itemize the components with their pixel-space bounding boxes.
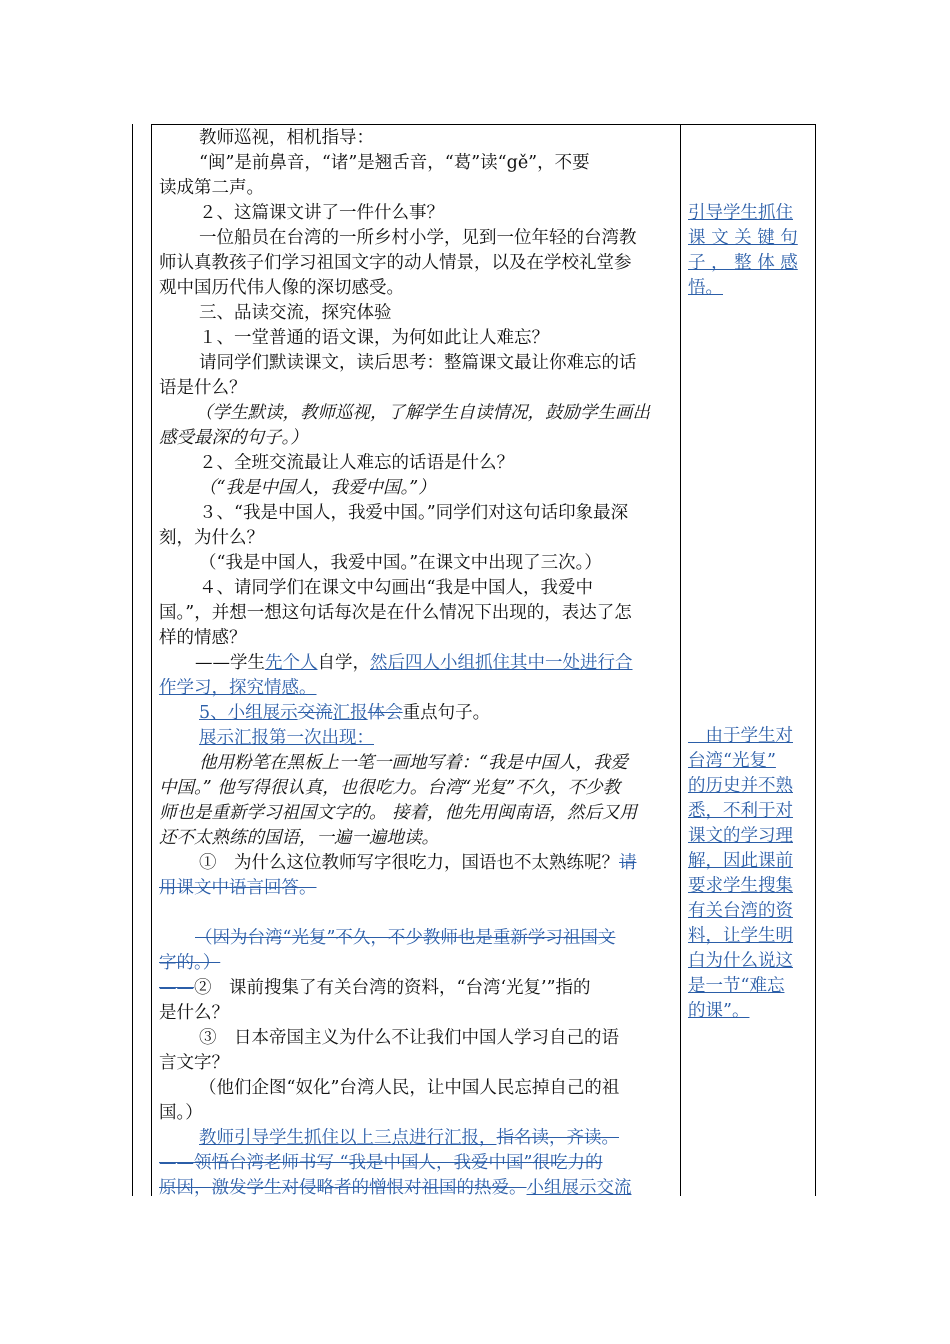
text-line: 教师巡视，相机指导： xyxy=(199,128,374,148)
text-line: 师认真教孩子们学习祖国文字的动人情景，以及在学校礼堂参 xyxy=(159,253,632,273)
inserted-text: 先个人 xyxy=(265,653,318,673)
text-line: ③ 日本帝国主义为什么不让我们中国人学习自己的语 xyxy=(199,1028,619,1048)
quote-line: 还不太熟练的国语，一遍一遍地读。 xyxy=(159,828,439,848)
note-line: 课文的学习理 xyxy=(688,826,793,846)
deleted-line: ——领悟台湾老师书写 “我是中国人，我爱中国”很吃力的 xyxy=(159,1153,603,1173)
text-line: ３、“我是中国人，我爱中国。”同学们对这句话印象最深 xyxy=(199,503,629,523)
right-border xyxy=(815,124,816,1196)
quote-line: 师也是重新学习祖国文字的。 接着，他先用闽南语，然后又用 xyxy=(159,803,638,823)
text-line: 读成第二声。 xyxy=(159,178,264,198)
note-line: 台湾“光复” xyxy=(688,751,776,771)
lesson-table xyxy=(132,124,816,1196)
inserted-text: 小组展示交流 xyxy=(526,1178,632,1198)
note-line: 课 文 关 键 句 xyxy=(688,228,798,248)
text: 重点句子。 xyxy=(402,703,491,723)
text-line: ２、全班交流最让人难忘的话语是什么？ xyxy=(199,453,514,473)
text-line: 请同学们默读课文，读后思考：整篇课文最让你难忘的话 xyxy=(199,353,637,373)
column-divider xyxy=(680,124,681,1196)
deleted-text: 原因，激发学生对侵略者的憎恨对祖国的热爱。 xyxy=(159,1178,527,1198)
note-line: 悉，不利于对 xyxy=(688,801,793,821)
top-border xyxy=(151,124,816,125)
text-line: “闽”是前鼻音，“诸”是翘舌音，“葛”读“gě”，不要 xyxy=(199,153,590,173)
note-line: 白为什么说这 xyxy=(688,951,793,971)
text-line: 一位船员在台湾的一所乡村小学，见到一位年轻的台湾教 xyxy=(199,228,637,248)
text-line: ２、这篇课文讲了一件什么事？ xyxy=(199,203,444,223)
text-line: （他们企图“奴化”台湾人民，让中国人民忘掉自己的祖 xyxy=(199,1078,620,1098)
text-line: （“我是中国人，我爱中国。”在课文中出现了三次。） xyxy=(199,553,602,573)
text-line: 样的情感？ xyxy=(159,628,247,648)
text-line xyxy=(199,1126,619,1150)
section-heading: 三、品读交流，探究体验 xyxy=(199,303,392,323)
note-line: 有关台湾的资 xyxy=(688,901,793,921)
deleted-text: 指名读，齐读。 xyxy=(496,1128,619,1148)
text-line: 观中国历代伟人像的深切感受。 xyxy=(159,278,404,298)
text: ① 为什么这位教师写字很吃力，国语也不太熟练呢？ xyxy=(199,853,619,873)
quote-line: 中国。” 他写得很认真，也很吃力。台湾“光复”不久，不少教 xyxy=(159,778,621,798)
text-line: 言文字？ xyxy=(159,1053,229,1073)
note-line: 引导学生抓住 xyxy=(688,203,793,223)
inserted-line: 展示汇报第一次出现： xyxy=(199,728,374,748)
text: ② 课前搜集了有关台湾的资料，“台湾‘光复’”指的 xyxy=(194,978,591,998)
deleted-text: 体会 xyxy=(367,703,403,723)
inserted-text: 然后四人小组抓住其中一处进行合 xyxy=(370,653,633,673)
text-line xyxy=(195,651,633,675)
note-line: 的课”。 xyxy=(688,1001,750,1021)
text-line xyxy=(199,851,637,875)
text-line: 国。） xyxy=(159,1103,203,1123)
note-line: 由于学生对 xyxy=(688,726,793,746)
deleted-text: 交流 xyxy=(297,703,333,723)
dash: ——学生 xyxy=(195,653,265,673)
deleted-line: （因为台湾“光复”不久，不少教师也是重新学习祖国文 xyxy=(195,928,616,948)
inserted-text: 5、小组展示 xyxy=(199,703,298,723)
note-line: 要求学生搜集 xyxy=(688,876,793,896)
note-line: 解，因此课前 xyxy=(688,851,793,871)
text-line xyxy=(199,701,490,725)
inserted-text: 教师引导学生抓住以上三点进行汇报， xyxy=(199,1128,497,1148)
text-line: 感受最深的句子。） xyxy=(159,428,308,448)
note-line: 是一节“难忘 xyxy=(688,976,785,996)
text-line xyxy=(159,1176,632,1200)
left-border-inner xyxy=(151,124,152,1196)
text-line xyxy=(159,976,591,1000)
text-line: 语是什么？ xyxy=(159,378,247,398)
text-line: 是什么？ xyxy=(159,1003,229,1023)
text-line: （学生默读，教师巡视，了解学生自读情况，鼓励学生画出 xyxy=(195,403,650,423)
inserted-text: 汇报 xyxy=(332,703,368,723)
text-line: ４、请同学们在课文中勾画出“我是中国人，我爱中 xyxy=(199,578,593,598)
note-line: 料，让学生明 xyxy=(688,926,793,946)
deleted-text: —— xyxy=(159,978,194,998)
quote-line: 他用粉笔在黑板上一笔一画地写着：“我是中国人，我爱 xyxy=(199,753,628,773)
note-line: 悟。 xyxy=(688,278,723,298)
note-line: 子 ， 整 体 感 xyxy=(688,253,798,273)
text-line: 国。”，并想一想这句话每次是在什么情况下出现的，表达了怎 xyxy=(159,603,632,623)
text: 自学， xyxy=(317,653,370,673)
deleted-line: 用课文中语言回答。 xyxy=(159,878,317,898)
text-line: （“我是中国人，我爱中国。”） xyxy=(199,478,436,498)
note-line: 的历史并不熟 xyxy=(688,776,793,796)
deleted-text: 请 xyxy=(619,853,637,873)
deleted-line: 字的。） xyxy=(159,953,221,973)
left-border xyxy=(132,124,133,1196)
text-line: 刻，为什么？ xyxy=(159,528,264,548)
text-line: １、一堂普通的语文课，为何如此让人难忘？ xyxy=(199,328,549,348)
inserted-line: 作学习，探究情感。 xyxy=(159,678,317,698)
